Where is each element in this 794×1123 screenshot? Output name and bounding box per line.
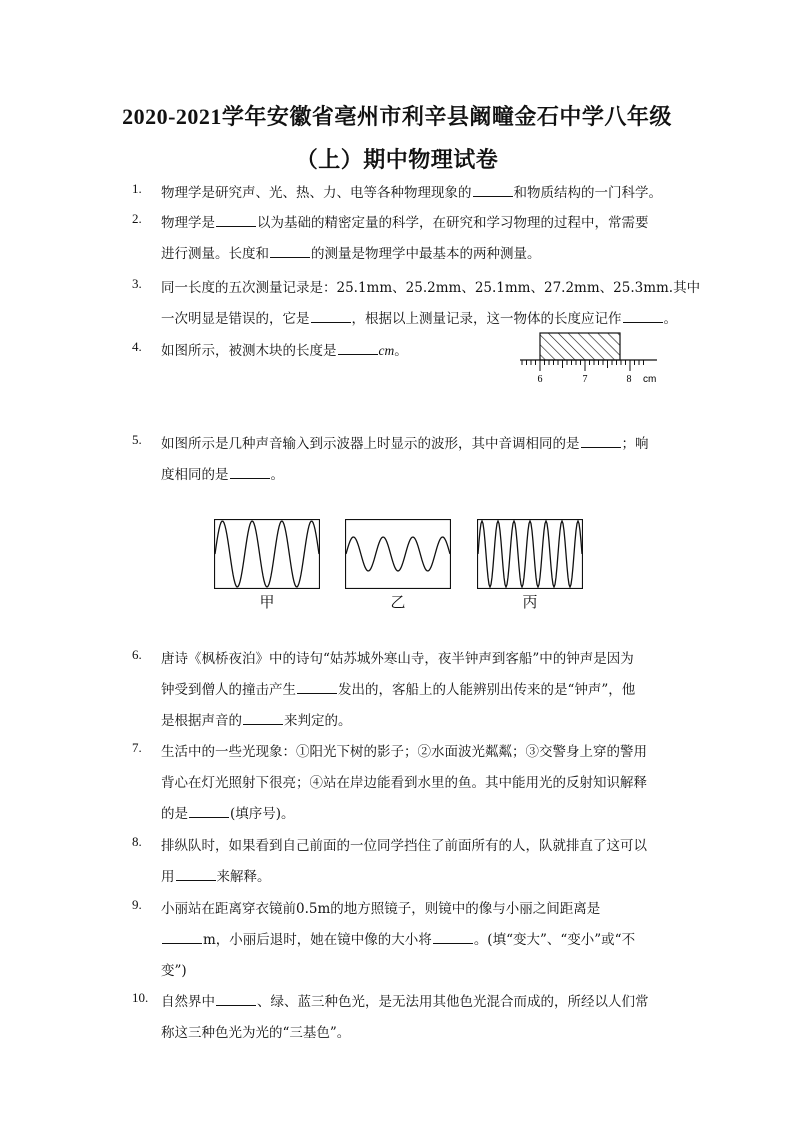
question-line (161, 211, 649, 231)
question-line (161, 865, 271, 885)
question-text: 来判定的。 (284, 713, 352, 729)
question-line (161, 802, 295, 822)
question-text: 。 (663, 311, 677, 327)
answer-blank[interactable] (623, 310, 663, 323)
ruler-unit: cm (643, 374, 657, 385)
question-text: 钟受到僧人的撞击产生 (161, 682, 296, 698)
waveform-yi (346, 537, 450, 571)
question-text: 的是 (161, 806, 188, 822)
answer-blank[interactable] (297, 681, 337, 694)
answer-blank[interactable] (230, 466, 270, 479)
answer-blank[interactable] (473, 184, 513, 197)
question-line (161, 990, 649, 1010)
question-text: 用 (161, 869, 175, 885)
question-line (161, 181, 662, 201)
question-text: 。 (270, 467, 284, 483)
question-line (161, 647, 634, 667)
question-text: 发出的，客船上的人能辨别出传来的是“钟声”，他 (338, 682, 636, 698)
ruler-figure (515, 330, 665, 390)
question-text: 生活中的一些光现象：①阳光下树的影子；②水面波光粼粼；③交警身上穿的警用 (161, 744, 647, 760)
question-text: ；响 (621, 436, 649, 452)
question-line (161, 242, 541, 262)
question-text: 自然界中 (161, 994, 215, 1010)
waveform-bing (478, 521, 582, 587)
question-text: 以为基础的精密定量的科学，在研究和学习物理的过程中，常需要 (257, 215, 649, 231)
question-text: 和物质结构的一门科学。 (513, 185, 662, 201)
question-number: 9. (132, 897, 142, 912)
question-line (161, 463, 284, 483)
question-text: m，小丽后退时，她在镜中像的大小将 (203, 932, 432, 948)
question-number: 3. (132, 276, 142, 291)
wave-label-yi: 乙 (390, 593, 406, 611)
waveform-jia (215, 521, 319, 587)
answer-blank[interactable] (338, 342, 378, 355)
question-number: 5. (132, 432, 142, 447)
unit-label: cm (378, 343, 395, 358)
answer-blank[interactable] (581, 435, 621, 448)
question-text: 、绿、蓝三种色光，是无法用其他色光混合而成的，所经以人们常 (257, 994, 649, 1010)
question-line (161, 928, 635, 948)
question-line (161, 771, 647, 791)
page-title-line1: 2020-2021学年安徽省亳州市利辛县阚疃金石中学八年级 (122, 104, 672, 129)
question-line (161, 740, 647, 760)
question-line (161, 834, 647, 854)
waveform-figure-jia (214, 519, 320, 589)
wood-block (540, 333, 620, 360)
ruler-label-6: 6 (537, 374, 543, 385)
question-line (161, 897, 600, 917)
answer-blank[interactable] (243, 712, 283, 725)
question-text: 。(填“变大”、“变小”或“不 (473, 932, 636, 948)
question-text: 如图所示是几种声音输入到示波器上时显示的波形，其中音调相同的是 (161, 436, 580, 452)
question-line (161, 307, 677, 327)
question-text: 进行测量。长度和 (161, 246, 269, 262)
question-text: 变”) (161, 963, 187, 979)
question-text: 唐诗《枫桥夜泊》中的诗句“姑苏城外寒山寺，夜半钟声到客船”中的钟声是因为 (161, 651, 634, 667)
ruler-label-7: 7 (582, 374, 588, 385)
question-text: 物理学是研究声、光、热、力、电等各种物理现象的 (161, 185, 472, 201)
question-number: 1. (132, 181, 142, 196)
question-number: 8. (132, 834, 142, 849)
question-number: 7. (132, 740, 142, 755)
answer-blank[interactable] (433, 931, 473, 944)
waveform-figure-yi (345, 519, 451, 589)
question-line (161, 276, 700, 296)
wave-label-bing: 丙 (522, 593, 538, 611)
question-line (161, 678, 635, 698)
question-text: 如图所示，被测木块的长度是 (161, 343, 337, 359)
waveform-figure-bing (477, 519, 583, 589)
question-line (161, 959, 187, 979)
question-number: 10. (132, 990, 149, 1005)
question-text: 同一长度的五次测量记录是：25.1mm、25.2mm、25.1mm、27.2mm、25.3mm.其中 (161, 280, 701, 296)
question-line (161, 709, 352, 729)
question-text: 的测量是物理学中最基本的两种测量。 (311, 246, 541, 262)
question-number: 2. (132, 211, 142, 226)
question-text: 排纵队时，如果看到自己前面的一位同学挡住了前面所有的人，队就排直了这可以 (161, 838, 647, 854)
answer-blank[interactable] (216, 214, 256, 227)
question-text: 一次明显是错误的，它是 (161, 311, 310, 327)
wave-label-jia: 甲 (259, 593, 275, 611)
answer-blank[interactable] (189, 805, 229, 818)
question-text: ，根据以上测量记录，这一物体的长度应记作 (351, 311, 622, 327)
answer-blank[interactable] (162, 931, 202, 944)
answer-blank[interactable] (216, 993, 256, 1006)
question-text: 度相同的是 (161, 467, 229, 483)
question-text: 称这三种色光为光的“三基色”。 (161, 1025, 351, 1041)
answer-blank[interactable] (176, 868, 216, 881)
question-number: 4. (132, 339, 142, 354)
question-text: 物理学是 (161, 215, 215, 231)
ruler-label-8: 8 (626, 374, 632, 385)
question-line (161, 432, 649, 452)
question-line (161, 1021, 350, 1041)
question-text: 背心在灯光照射下很亮；④站在岸边能看到水里的鱼。其中能用光的反射知识解释 (161, 775, 647, 791)
question-line: 如图所示，被测木块的长度是 cm。 (161, 343, 408, 359)
answer-blank[interactable] (311, 310, 351, 323)
question-text: (填序号)。 (230, 806, 295, 822)
answer-blank[interactable] (270, 245, 310, 258)
question-number: 6. (132, 647, 142, 662)
question-text: 是根据声音的 (161, 713, 242, 729)
page-title-line2: （上）期中物理试卷 (295, 147, 499, 172)
question-text: 来解释。 (216, 869, 271, 885)
ruler-ticks (522, 360, 644, 371)
question-text: 小丽站在距离穿衣镜前0.5m的地方照镜子，则镜中的像与小丽之间距离是 (161, 901, 601, 917)
